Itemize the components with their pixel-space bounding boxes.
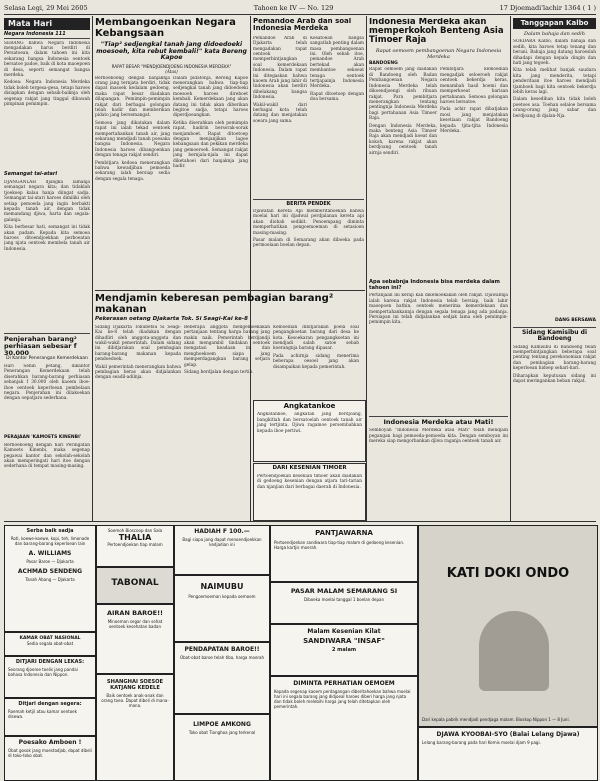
body-text: Pertoendjoekan kesenian timoer akan diadakan di gedoeng kesenian dengan atjara tari-tarian dan njanjian dari berbagai daerah di Indonesia. <box>257 473 362 490</box>
ad-dua-malam: 2 malam <box>331 647 357 653</box>
article-benteng-city: BANDOENG <box>369 60 398 66</box>
ad-shanghai-soesoe <box>96 674 174 781</box>
ad-diminta-perhatian-title: DIMINTA PERHATIAN OEMOEM <box>293 680 395 687</box>
article-merdeka-atau-mati: Indonesia Merdeka atau Mati! <box>369 416 508 426</box>
section-tanggapan-signature: DANG BERSAWA <box>555 318 596 324</box>
article-mendjamin-sub: Pekerasan oetang Djakarta Tok. Si Seagi-Kai ke-8 <box>95 316 248 322</box>
ad-shanghai-soesoe-title: SHANGHAI SOESOE KATJANG KEDELE <box>106 679 164 691</box>
ad-sandiwara-insaf: SANDIWARA "INSAF" <box>303 637 385 645</box>
body-text: DJANGANLAH djangka lamanja semangat negara kita; dan tidaklah tjoekoep kalau hanja diingat sadja. Semangat tai-atari haroes dimiliki oleh setiap pemoeda jang ingin berbakti kepada tanah air, dengan tidak memandang djiwa, harta dan segala-galanja. Kita berbesar hati, semangat ini tidak akan padam. Kepada kita semoea haroes ditoendjoekkan perboeatan jang njata oentoek membela tanah air Indonesia. <box>4 179 90 252</box>
ad-malam-kesenian-title: Malam Kesenian Kilat <box>307 628 381 635</box>
ad-serba-baik-text: Roti, koewe-koewe, kopi, teh, limonade dan barang-barang keperloean lain <box>10 536 90 546</box>
article-membangoenkan-title: Membangoenkan Negara Kebangsaan <box>95 18 236 39</box>
masthead <box>4 2 596 15</box>
article-sidang-title: Sidang Kamisibu di Bandoeng <box>513 327 596 343</box>
ad-kamar-obat <box>4 632 96 656</box>
ad-pantjawarna <box>270 525 418 582</box>
box-angkatankoe <box>253 400 366 462</box>
ad-djawa-kyoobai <box>418 727 598 781</box>
ad-thalia <box>96 525 174 567</box>
ad-tabonal-title: TABONAL <box>111 578 159 588</box>
article-membangoenkan-sub2: (Atas) <box>165 68 178 74</box>
masthead-hijri-date: 17 Djoemadi'lachir 1364 ( 1 ) <box>499 4 596 12</box>
ad-tabonal <box>96 567 174 604</box>
ad-airan-baroe-title: AIRAN BAROE!! <box>106 609 164 617</box>
ad-hadiah-title: HADIAH F 100.— <box>194 528 250 535</box>
ad-ditjari-segera <box>4 698 96 736</box>
body-text: Kemoedian dibitjarakan poela soal pengangkoetan barang dari desa ke kota. Kesoekaran pengangkoetan ini mendjadi salah satoe sebab koerangnja barang dipasar. Pada achirnja sidang menerima beberapa oesoel jang akan disampaikan kepada pemerintah. <box>273 324 359 370</box>
article-penjerahan-sub: Di Kantor Penerangan Kemerdekaan <box>6 356 88 362</box>
ad-naimubu-title: NAIMUBU <box>200 582 244 591</box>
subsection-semangat: Semangat tai-atari <box>4 170 58 177</box>
ad-hadiah-text: Bagi siapa jang dapat menoendjoekkan kedjadian ini <box>182 537 262 547</box>
ad-ditjari-lekas <box>4 656 96 698</box>
article-penjerahan-title: Penjerahan barang² perhiasan sebesar f 30.000 <box>4 333 90 356</box>
ad-serba-baik-address: Pasar Baroe — Djakarta <box>26 559 74 564</box>
ad-serba-baik <box>4 525 96 632</box>
ad-hadiah <box>174 525 270 575</box>
ad-pantjawarna-title: PANTJAWARNA <box>315 529 373 537</box>
ad-kati-doki-ondo-text: Dari kepala pabrik mendjadi pendjaga malam. Bioskop Nippon 1 — 8 Juni. <box>422 717 570 722</box>
article-benteng-title: Indonesia Merdeka akan memperkokoh Benteng Asia Timoer Raja <box>369 18 504 45</box>
body-text: SOEDARA Kalbo, dalam bahaja dan sedih, kita haroes tetap tenang dan berani. Bahaja jang datang haroeslah dihadapi dengan kepala dingin dan hati jang tegoeh. Kita telah melihat banjak saudara kita jang menderita, tetapi penderitaan itoe haroes mendjadi tjamboek bagi kita oentoek bekerdja lebih keras lagi. Dalam kesedihan kita tidak boleh poetoes asa. Toehan selaloe bersama orang-orang jang sabar dan berdjoang di djalan-Nja. <box>513 39 596 119</box>
column-pemandoe-arab <box>253 18 364 288</box>
body-text: Pemandoe Arab di Djakarta telah mengadakan rapat oentoek memperbintjangkan soal kemerdekaan Indonesia. Dalam rapat ini ditegaskan bahwa kaoem Arab jang lahir di Indonesia akan berdiri dibelakang bangsa Indonesia. Wakil-wakil dari berbagai kota telah datang dan menjatakan soeara jang sama. <box>253 35 307 124</box>
column-membangoenkan <box>95 18 248 288</box>
ad-naimubu-text: Pengoemoeman kepada oemoem <box>188 594 256 599</box>
ad-kamar-obat-text: Sedia segala obat-obat <box>26 641 74 646</box>
section-mata-hari: Mata Hari <box>4 18 90 30</box>
ad-pasar-malam-title: PASAR MALAM SEMARANG SI <box>290 587 398 595</box>
ad-airan-baroe <box>96 604 174 674</box>
article-berita-pendek: BERITA PENDEK <box>253 199 364 207</box>
ad-ditjari-segera-title: Ditjari dengan segera: <box>18 701 82 707</box>
ad-malam-kesenian <box>270 624 418 676</box>
article-pemandoe-title: Pemandoe Arab dan soal Indonesia Merdeka <box>253 18 352 33</box>
ad-pasar-malam-text: Diboeka moelai tanggal 1 boelan depan <box>304 597 384 602</box>
column-indonesia-merdeka <box>369 18 508 520</box>
section-tanggapan-kalbo: Tanggapan Kalbo <box>513 18 596 29</box>
body-text: SERANG bahwa Negara Indonesia mengadakan harus berdiri di Persatoean, dalam tahoen ini kita sekarang bangsa Indonesia oentoek bersatoe padoe, baik di kota maoepoen di desa, seperti semangat bangsa merdeka. Kedoea: Negara Indonesia Merdeka tidak boleh tergesa-gesa, tetapi haroes disiapkan dengan sebaik-baiknja oleh segenap rakjat jang tinggal dibawah pimpinan pemimpin. <box>4 40 90 108</box>
body-text: Berhoeboeng dengan banjaknja orang jang ternjata berdiri, tidak dapat masoek kedalam gedoeng, maka rapat besar diadakan dilapangan. Pemimpin-pemimpin rakjat dari berbagai golongan telah hadir dan memberikan pidato jang bersemangat. Semoea jang dikatakan dalam rapat ini ialah tekad oentoek mempertahankan tanah air, jang sekarang mendjadi tanah poesaka bangsa Indonesia. Negara Indonesia haroes dibangoenkan dengan tenaga rakjat sendiri. Pembitjara kedoea menerangkan bahwa kewadjiban pemoeda sekarang ialah bersiap sedia dengan segala tenaga. <box>95 75 170 182</box>
ad-serba-baik-title: Serba baik sadja <box>26 528 74 534</box>
article-mendjamin-title: Mendjamin keberesan pembagian barang² makanan <box>95 293 334 315</box>
ad-ditjari-lekas-title: DITJARI DENGAN LEKAS: <box>15 659 85 665</box>
ad-limpoe-amkong-title: LIMPOE AMKONG <box>193 721 251 728</box>
ad-naimubu <box>174 575 270 642</box>
body-text: Kesatoean bangsa sangatlah penting dalam masa pembangoenan ini. Oleh sebab itoe, pemandoe Arab bertekad akan membantoe sekoeat tenaga oentoek tertjapainja Indonesia Merdeka. Rapat ditoetoep dengan doa bersama. <box>310 35 364 103</box>
box-kesenian-timoer <box>253 463 366 521</box>
article-kamoets-head: PERAJAAN 'KAMOETS KINENBI' <box>4 435 82 441</box>
article-benteng-sub: Rapat oemoem pembangoenan Negara Indonesia Merdeka <box>375 47 502 60</box>
ad-pendapatan-baroe-text: Obat-obat baroe telah tiba, harga moerah <box>179 655 265 660</box>
article-apa-sebabnja-title: Apa sebabnja Indonesia bisa merdeka dalam tahoen ini? <box>369 279 500 291</box>
ad-ditjari-segera-text: Roemah ketjil atau kamar oentoek disewa. <box>8 709 77 719</box>
body-text: Hari Senin petang, dikantor Penerangan Kemerdekaan telah diserahkan barang-barang perhiasan sebanjak f 30.000 oleh kaoem iboe-iboe oentoek keperloean pembelaan negara. Penjerahan ini dilakoekan dengan oepatjara sederhana. <box>4 364 90 402</box>
ad-thalia-title: THALIA <box>118 533 152 542</box>
ad-ditjari-lekas-text: Seorang djoeroe toelis jang pandai bahasa Indonesia dan Nippon. <box>8 667 78 677</box>
ad-limpoe-amkong-text: Toko obat Tionghoa jang terkenal <box>188 730 256 735</box>
subsection-negara-indonesia: Negara Indonesia 111 <box>4 32 90 38</box>
ad-pasar-malam <box>270 582 418 624</box>
body-text: Pembitjara kemoedian mengadjak seloeroeh rakjat oentoek bekerdja keras, menambah hasil boemi dan memperkoeat barisan pertahanan. Semoea golongan haroes bersatoe. Pada achir rapat dibatjakan mosi jang menjatakan kesetiaan rakjat Bandoeng kepada tjita-tjita Indonesia Merdeka. <box>440 67 508 134</box>
ad-djawa-kyoobai-text: Lelang barang-barang pada hari Kemis moelai djam 9 pagi. <box>422 740 541 745</box>
ad-limpoe-amkong <box>174 714 270 781</box>
ad-kati-doki-ondo <box>418 525 598 727</box>
article-membangoenkan-quote: "Tiap² sedjengkal tanah jang didoedoeki moesoeh, kita rebut kembali!" kata Bereng Kapoe <box>96 41 247 61</box>
masthead-issue: Tahoen ke IV — No. 129 <box>253 4 334 12</box>
ad-diminta-perhatian-text: Kepada segenap kaoem perdagangan diberitahoekan bahwa moelai hari ini segala barang jang didjoeal haroes diberi harga jang njata dan tidak boleh melebihi harga jang telah ditetapkan oleh pemerintah. <box>274 689 411 709</box>
ad-djawa-kyoobai-title: DJAWA KYOOBAI-SYO (Balai Lelang Djawa) <box>436 731 580 738</box>
box-angkatankoe-title: Angkatankoe <box>283 402 336 410</box>
ad-serba-baik-name2: ACHMAD SENDENG <box>17 568 83 575</box>
ad-poesako-amboen-title: Poesako Amboen ! <box>18 739 82 746</box>
body-text: Djawatan Kereta Api memberitahoekan bahwa moelai hari ini djadwal perdjalanan kereta api akan diobah sedikit. Penoempang diminta memperhatikan pengoemoeman di setasioen masing-masing. Pasar malam di Semarang akan diboeka pada permoelaan boelan depan. <box>253 208 364 249</box>
ad-shanghai-soesoe-text: Baik oentoek anak-anak dan orang toea. Dapat dibeli di mana-mana. <box>101 693 169 708</box>
ad-airan-baroe-text: Minoeman segar dan sehat oentoek kesehatan badan <box>107 619 163 629</box>
column-mata-hari <box>4 18 90 520</box>
ad-serba-baik-name: A. WILLIAMS <box>28 550 72 557</box>
body-text: Dalam pidatonja, Bereng Kapoe menerangkan bahwa tiap-tiap sedjengkal tanah jang didoedoeki moesoeh haroes direboet kembali. Kemerdekaan jang akan datang ini tidak akan diberikan begitoe sadja, tetapi haroes diperdjoeangkan. Ketika diserahkan oleh pemimpin rapat, hadirin bersorak-sorak menjamboet. Rapat ditoetoep dengan menjanjikan lagoe kebangsaan dan pekikan merdeka jang gemoeroeh. Semangat rakjat jang bernjala-njala ini dapat diketahoei dari banjaknja jang hadir. <box>173 75 248 169</box>
ad-thalia-text: Pertoendjoekan tiap malam <box>107 542 163 547</box>
body-text: Pertanjaan ini kerap kali dikemoekakan oleh rakjat. Djawabnja ialah karena rakjat Indonesia telah bersiap, baik lahir maoepoen bathin, oentoek menerima kemerdekaan dan mempertahankannja dengan segala tenaga jang ada padanja. Persiapan ini telah didjalankan sedjak lama oleh pemimpin-pemimpin kita. <box>369 293 508 326</box>
ad-kati-doki-ondo-title: KATI DOKI ONDO <box>446 566 570 581</box>
masthead-date: Selasa Legi, 29 Mei 2605 <box>4 4 88 12</box>
film-poster-figure <box>479 611 549 691</box>
ad-pendapatan-baroe-title: PENDAPATAN BAROE!! <box>184 646 260 653</box>
ad-serba-baik-address2: Tanah Abang — Djakarta <box>25 577 75 582</box>
column-tanggapan-kalbo <box>513 18 596 520</box>
body-text: Semboyan "Indonesia Merdeka atau Mati" telah mendjadi pegangan bagi pemoeda-pemoeda kita. Dengan semboyan ini mereka siap mengorbankan djiwa raganja oentoek tanah air. <box>369 428 508 445</box>
body-text: Angkatankoe, angkatan jang berdjoang, bangkitlah dan bersatoelah oentoek tanah air jang tertjinta. Djiwa ragamoe persembahkan kepada iboe pertiwi. <box>257 412 362 434</box>
body-text: Sidang Djakarta Tokubetsu Si Seagi-Kai ke-8 telah diadakan dengan dihadliri oleh anggota-anggota dan wakil-wakil pemerintah. Dalam sidang ini dibitjarakan soal pembagian barang-barang makanan kepada pendoedoek. Wakil pemerintah menerangkan bahwa pembagian beras akan didjalankan dengan seadil-adilnja. <box>95 324 181 381</box>
ad-thalia-sub: Soemoh Bioscoop dan Sala <box>107 528 163 533</box>
body-text: Rapat oemoem jang diadakan di Bandoeng oleh Badan Pembangoenan Negara Indonesia Merdeka telah dikoendjoengi oleh ribuan rakjat. Para pembitjara menerangkan tentang pentingnja Indonesia Merdeka bagi pertahanan Asia Timoer Raja. Dengan Indonesia Merdeka, maka benteng Asia Timoer Raja akan mendjadi koeat dan kokoh, karena rakjat akan berdjoang oentoek tanah airnja sendiri. <box>369 67 437 156</box>
article-membangoenkan-sub: RAPAT BESAR "MENDJOENDJOENG INDONESIA MERDEKA" <box>111 63 232 69</box>
ad-poesako-amboen <box>4 736 96 781</box>
ad-kamar-obat-title: KAMAR OBAT NASIONAL <box>19 636 81 641</box>
ad-poesako-amboen-text: Obat gosok jang moestadjab, dapat dibeli di toko-toko obat. <box>8 748 92 758</box>
box-kesenian-title: DARI KESENIAN TIMOER <box>272 465 347 471</box>
ad-pendapatan-baroe <box>174 642 270 714</box>
body-text: Sidang Kamisibu di Bandoeng telah memperbintjangkan beberapa soal penting tentang perekonomian rakjat dan pembagian barang-barang keperloean hidoep sehari-hari. Diharapkan keputusan sidang ini dapat meringankan beban rakjat. <box>513 344 596 385</box>
body-text: Beberapa anggota mengemoekakan pertanjaan tentang harga barang jang makin naik. Pemerintah berdjandji akan mengambil tindakan oentoek mengatasi keadaan ini dan menghoekoem siapa jang memperdagangkan barang setjara gelap. Sidang berdjalan dengan tertib. <box>184 324 270 376</box>
body-text: Berhoeboeng dengan hari Peringatan Kamoets Kinenbi, maka segenap pegawai kantor dan sekolah-sekolah akan memperingati hari itoe dengan sederhana di tempat masing-masing. <box>4 442 90 470</box>
section-tanggapan-sub: Dalam bahaja dan sedih <box>524 31 585 38</box>
ad-pantjawarna-text: Pertoendjoekan sandiwara tiap-tiap malam di gedoeng kesenian. Harga kartjis moerah. <box>274 540 405 550</box>
ad-diminta-perhatian <box>270 676 418 781</box>
